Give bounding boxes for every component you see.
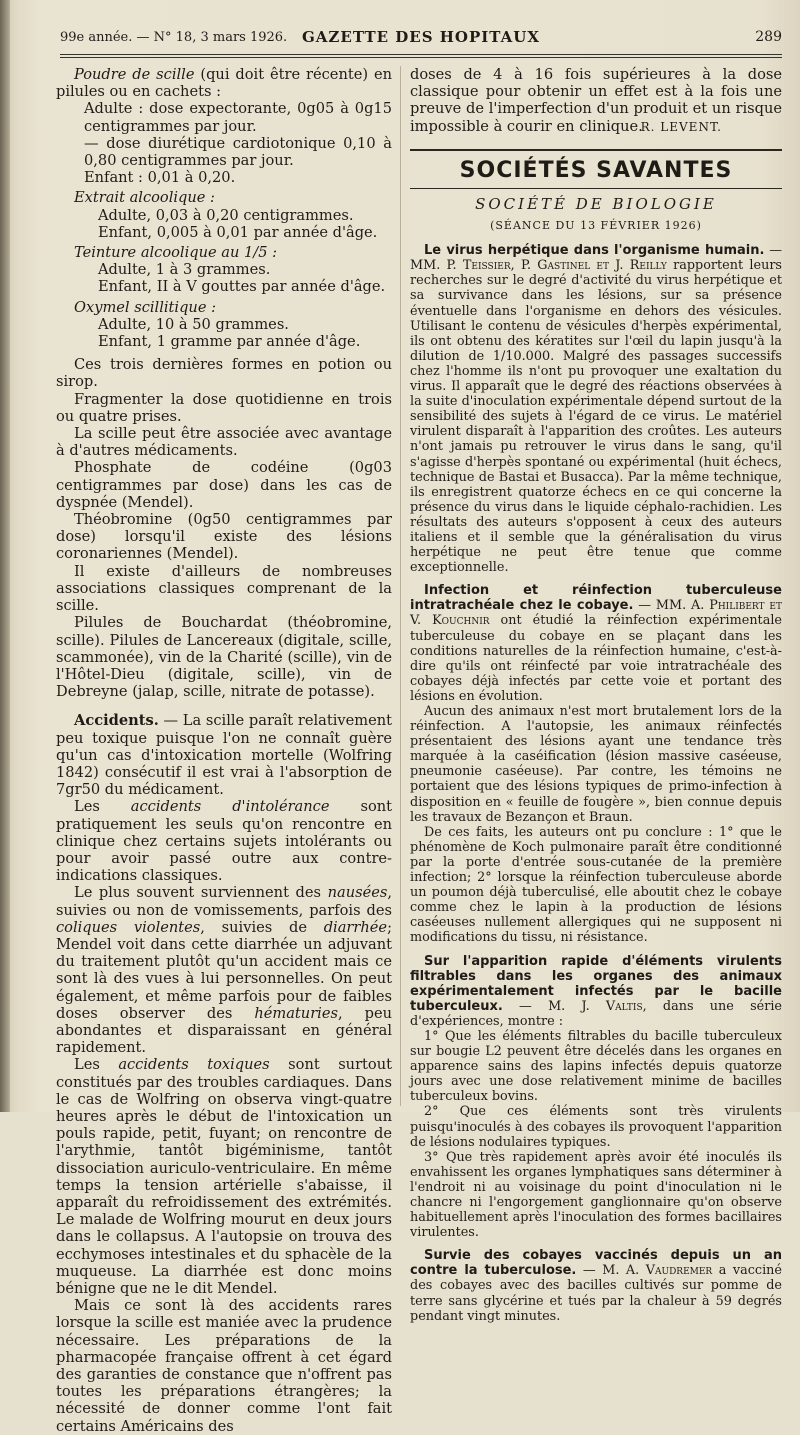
- paragraph: doses de 4 à 16 fois supérieures à la dose classique pour obtenir un effet est à la fois une preuve de l'imperfection d'un produit et un risque impossible à courir en clinique.: [410, 66, 782, 135]
- header-rule: [60, 54, 782, 55]
- abstract-authors: — M. A. Vaudremer: [576, 1263, 713, 1279]
- abstract: Survie des cobayes vaccinés depuis un an contre la tuberculose. — M. A. Vaudremer a vacciné des cobayes avec des bacilles cultivés sur pomme de terre sans glycérine et tués par la chaleur à 59 degrés pendant vingt minutes.: [410, 1248, 782, 1324]
- abstract: Infection et réinfection tuberculeuse intratrachéale chez le cobaye. — MM. A. Philibert et V. Kouchnir ont étudié la réinfection expérimentale tuberculeuse du cobaye en se plaçant dans les conditions naturelles de la réinfection humaine, c'est-à-dire qu'ils ont réinfecté par voie intratrachéale des cobayes déjà infectés par cette voie et portant des lésions en évolution.: [410, 583, 782, 704]
- right-column: [410, 66, 782, 1324]
- paragraph: Fragmenter la dose quotidienne en trois ou quatre prises.: [56, 390, 392, 425]
- page-binding-edge: [0, 0, 10, 1112]
- paragraph: Les accidents toxiques sont surtout constitués par des troubles cardiaques. Dans le cas de Wolfring on observa vingt-quatre heures après le début de l'intoxication un pouls rapide, petit, fuyant; on rencontre de l'arythmie, tantôt bigéminisme, tantôt dissociation auriculo-ventriculaire. En même temps la tension artérielle s'abaisse, il apparaît du refroidissement des extrémités. Le malade de Wolfring mourut en deux jours dans le collapsus. A l'autopsie on trouva des ecchymoses intestinales et du sphacèle de la muqueuse. La diarrhée est donc moins bénigne que ne le dit Mendel.: [56, 1056, 392, 1298]
- dose-line: Enfant, 1 gramme par année d'âge.: [98, 333, 361, 351]
- paragraph: 1° Que les éléments filtrables du bacille tuberculeux sur bougie L2 peuvent être décelés dans les organes en apparence sains des lapins infectés depuis quatorze jours avec une dose relativement minime de bacilles tuberculeux bovins.: [410, 1028, 782, 1105]
- dose-line: Adulte, 10 à 50 grammes.: [98, 315, 289, 333]
- paragraph: Ces trois dernières formes en potion ou sirop.: [56, 356, 392, 391]
- abstract-authors: — M. J. Valtis,: [502, 998, 647, 1014]
- abstract-title: Survie des cobayes vaccinés depuis un an contre la tuberculose.: [410, 1248, 782, 1279]
- paragraph: [56, 66, 392, 100]
- abstract-authors: — MM. A. Philibert et V. Kouchnir: [410, 598, 782, 629]
- author-signature: R. LEVENT.: [640, 119, 722, 134]
- preparation-heading: Oxymel scillitique :: [74, 298, 217, 316]
- paragraph: 3° Que très rapidement après avoir été inoculés ils envahissent les organes lymphatiques sans déterminer à l'endroit ni au voisinage du point d'inoculation ni le chancre ni l'engorgement ganglionnaire qu'on observe habituellement après l'inoculation des formes bacillaires virulentes.: [410, 1149, 782, 1241]
- preparation-heading: Teinture alcoolique au 1/5 :: [74, 244, 278, 262]
- abstract-title: Infection et réinfection tuberculeuse intratrachéale chez le cobaye.: [410, 583, 782, 614]
- paragraph: [56, 712, 392, 798]
- section-title: SOCIÉTÉS SAVANTES: [459, 157, 733, 183]
- paragraph: 2° Que ces éléments sont très virulents puisqu'inoculés à des cobayes ils provoquent l'apparition de lésions nodulaires typiques.: [410, 1104, 782, 1150]
- abstract: Sur l'apparition rapide d'éléments virulents filtrables dans les organes des animaux expérimentalement infectés par le bacille tuberculeux. — M. J. Valtis, dans une série d'expériences, montre :: [410, 953, 782, 1029]
- section-divider: [410, 149, 782, 151]
- column-gutter: [400, 66, 401, 1106]
- dose-line: Enfant : 0,01 à 0,20.: [84, 169, 236, 187]
- section-divider-thin: [410, 188, 782, 189]
- page-header: [60, 26, 782, 52]
- paragraph: Théobromine (0g50 centigrammes par dose) lorsqu'il existe des lésions coronariennes (Mendel).: [56, 511, 392, 563]
- abstract-title: Sur l'apparition rapide d'éléments virulents filtrables dans les organes des animaux expérimentalement infectés par le bacille tuberculeux.: [410, 953, 782, 1014]
- left-column: [56, 66, 392, 1435]
- paragraph: Il existe d'ailleurs de nombreuses associations classiques comprenant de la scille.: [56, 562, 392, 615]
- paragraph: Phosphate de codéine (0g03 centigrammes par dose) dans les cas de dyspnée (Mendel).: [56, 459, 392, 511]
- dose-line: — dose diurétique cardiotonique 0,10 à 0,80 centigrammes par jour.: [84, 134, 392, 170]
- section-heading: Accidents.: [74, 712, 159, 730]
- text: — La scille paraît relativement peu toxique puisque l'on ne connaît guère qu'un cas d'intoxication mortelle (Wolfring 1842) consécutif il est vrai à l'absorption de 7gr50 du médicament.: [56, 712, 392, 799]
- paragraph: Aucun des animaux n'est mort brutalement lors de la réinfection. A l'autopsie, les animaux réinfectés présentaient des lésions ayant une tendance très marquée à la caséification (lésion massive caséeuse, pneumonie caséeuse). Par contre, les témoins ne portaient que des lésions typiques de primo-infection à disposition en « feuille de fougère », bien connue depuis les travaux de Bezançon et Braun.: [410, 704, 782, 825]
- paragraph: Le plus souvent surviennent des nausées, suivies ou non de vomissements, parfois des coliques violentes, suivies de diarrhée; Mendel voit dans cette diarrhée un adjuvant du traitement plutôt qu'un accident mais ce sont là des vues à lui personnelles. On peut également, et même parfois pour de faibles doses observer des hématuries, peu abondantes et disparaissant en général rapidement.: [56, 884, 393, 1057]
- dose-line: Enfant, 0,005 à 0,01 par année d'âge.: [98, 223, 378, 241]
- page-number: 289: [755, 29, 782, 45]
- issue-info: 99e année. — N° 18, 3 mars 1926.: [60, 30, 288, 45]
- paragraph: Les accidents d'intolérance sont pratiquement les seuls qu'on rencontre en clinique chez certains sujets intolérants ou pour avoir passé outre aux contre-indications classiques.: [56, 798, 392, 885]
- society-name: SOCIÉTÉ DE BIOLOGIE: [475, 195, 717, 213]
- abstract-authors: — MM. P. Teissier, P. Gastinel et J. Reilly: [410, 243, 783, 274]
- preparation-heading: Extrait alcoolique :: [74, 189, 215, 207]
- paragraph: Pilules de Bouchardat (théobromine, scille). Pilules de Lancereaux (digitale, scille, scammonée), vin de la Charité (scille), vin de l'Hôtel-Dieu (digitale, scille), vin de Debreyne (jalap, scille, nitrate de potasse).: [56, 614, 392, 701]
- abstract-title: Le virus herpétique dans l'organisme humain.: [424, 243, 765, 259]
- session-date: (SÉANCE DU 13 FÉVRIER 1926): [490, 219, 702, 233]
- dose-line: Adulte, 0,03 à 0,20 centigrammes.: [98, 206, 354, 224]
- paragraph: Mais ce sont là des accidents rares lorsque la scille est maniée avec la prudence nécessaire. Les préparations de la pharmacopée française offrent à cet égard des garanties de constance que n'offrent pas toutes les préparations étrangères; la nécessité de donner comme l'ont fait certains Américains des: [56, 1297, 392, 1435]
- abstract: Le virus herpétique dans l'organisme humain. — MM. P. Teissier, P. Gastinel et J. Reilly rapportent leurs recherches sur le degré d'activité du virus herpétique et sa survivance dans les lésions, sur sa présence éventuelle dans l'organisme en dehors des vésicules. Utilisant le contenu de vésicules d'herpès expérimental, ils ont obtenu des kératites sur l'œil du lapin jusqu'à la dilution de 1/10.000. Malgré des passages successifs chez l'homme ils n'ont pu provoquer une exaltation du virus. Il apparaît que le degré des réactions observées à la suite d'inoculation expérimentale dépend surtout de la sensibilité des sujets à l'égard de ce virus. Le matériel virulent disparaît à l'apparition des croûtes. Les auteurs n'ont jamais pu retrouver le virus dans le sang, qu'il s'agisse d'herpès spontané ou expérimental (huit échecs, technique de Bastai et Busacca). Par la même technique, ils enregistrent quatorze échecs en ce qui concerne la présence du virus dans le liquide céphalo-rachidien. Les résultats des auteurs s'opposent à ceux des auteurs italiens et il semble que la généralisation du virus herpétique ne peut être tenue que comme exceptionnelle.: [410, 243, 783, 576]
- header-rule-2: [60, 57, 782, 58]
- paragraph: La scille peut être associée avec avantage à d'autres médicaments.: [56, 425, 392, 460]
- italic-term: Poudre de scille: [74, 66, 195, 83]
- journal-title: GAZETTE DES HOPITAUX: [301, 28, 540, 46]
- dose-line: Enfant, II à V gouttes par année d'âge.: [98, 278, 386, 296]
- dose-line: Adulte : dose expectorante, 0g05 à 0g15 centigrammes par jour.: [84, 100, 392, 135]
- dose-line: Adulte, 1 à 3 grammes.: [98, 261, 271, 279]
- text: (qui doit être récente) en pilules ou en cachets :: [56, 66, 392, 101]
- paragraph: De ces faits, les auteurs ont pu conclure : 1° que le phénomène de Koch pulmonaire paraît être conditionné par la porte d'entrée sous-cutanée de la première infection; 2° lorsque la réinfection tuberculeuse aborde un poumon déjà tuberculisé, elle aboutit chez le cobaye comme chez le lapin à la production de lésions caséeuses nullement allergiques qui ne supposent ni modifications du tissu, ni résistance.: [410, 824, 782, 946]
